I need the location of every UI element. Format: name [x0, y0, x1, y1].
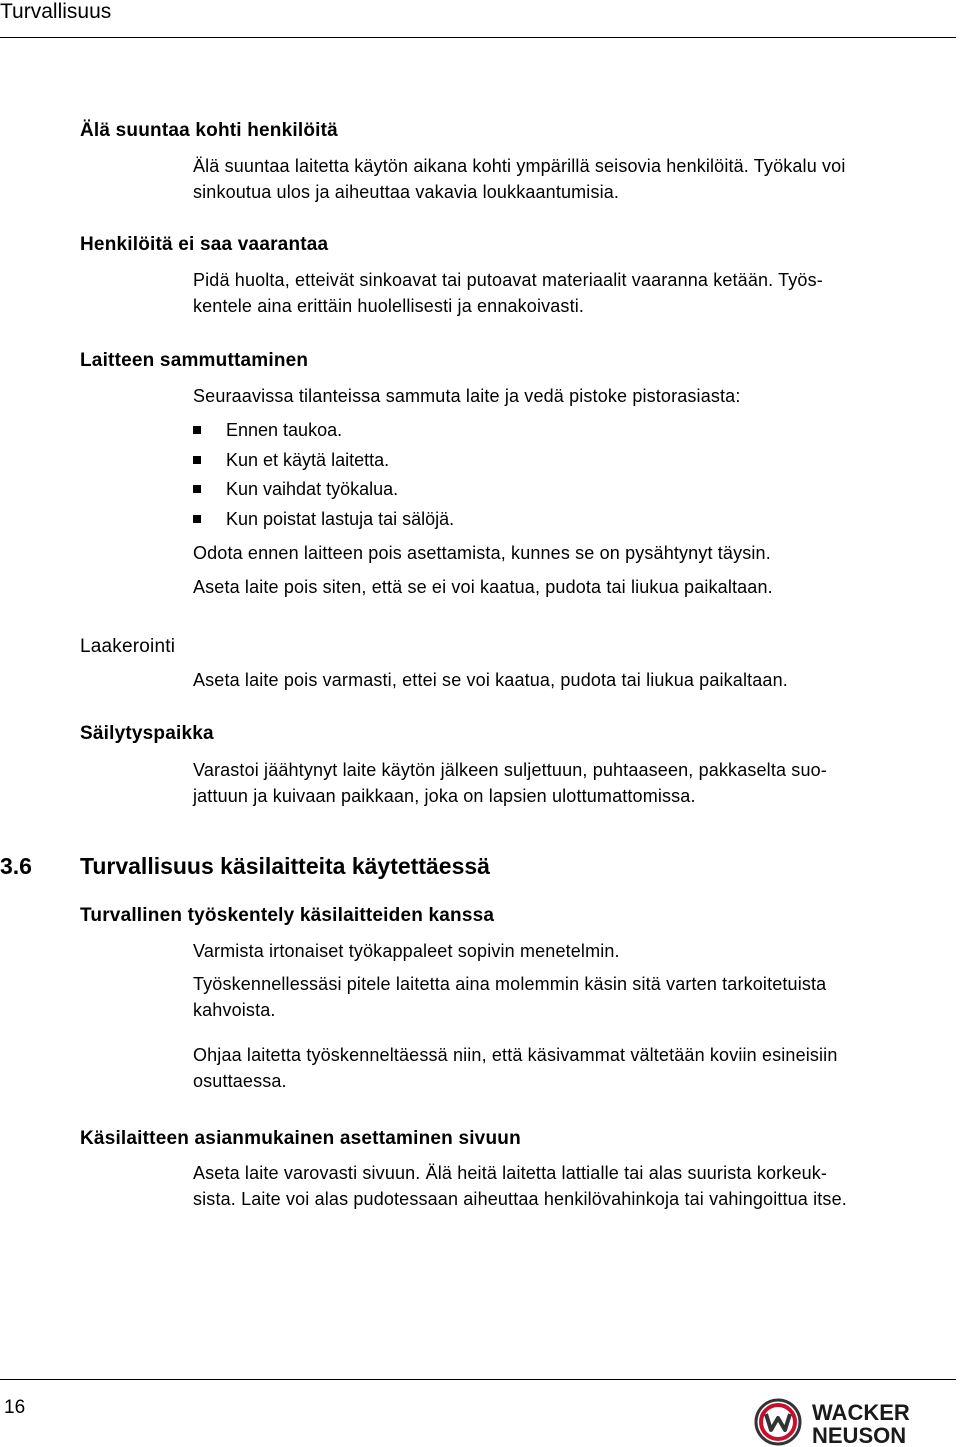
- bullet-square-icon: [193, 485, 201, 493]
- list-item-text: Kun vaihdat työkalua.: [226, 479, 399, 499]
- paragraph-line: sinkoutua ulos ja aiheuttaa vakavia loukkaantumisia.: [193, 182, 620, 202]
- list-item: [193, 447, 389, 473]
- list-item-text: Kun poistat lastuja tai sälöjä.: [226, 509, 455, 529]
- paragraph-line: Aseta laite pois varmasti, ettei se voi kaatua, pudota tai liukua paikaltaan.: [193, 670, 788, 690]
- logo-graphic: [752, 1398, 958, 1446]
- chapter-title: Turvallisuus käsilaitteita käytettäessä: [80, 853, 490, 879]
- header-title: Turvallisuus: [0, 0, 112, 23]
- list-item: [193, 506, 454, 532]
- subsection-heading-safe-work: Turvallinen työskentely käsilaitteiden kanssa: [80, 905, 495, 926]
- list-item-text: Ennen taukoa.: [226, 420, 343, 440]
- paragraph-line: Työskennellessäsi pitele laitetta aina molemmin käsin sitä varten tarkoitetuista: [193, 974, 827, 994]
- section-heading-aim: Älä suuntaa kohti henkilöitä: [80, 120, 338, 141]
- section-heading-shutdown: Laitteen sammuttaminen: [80, 350, 309, 371]
- logo-text-line2: NEUSON: [812, 1423, 907, 1446]
- paragraph-line: jattuun ja kuivaan paikkaan, joka on lapsien ulottumattomissa.: [193, 786, 696, 806]
- paragraph-line: Varmista irtonaiset työkappaleet sopivin menetelmin.: [193, 941, 620, 961]
- bullet-square-icon: [193, 456, 201, 464]
- paragraph-line: Odota ennen laitteen pois asettamista, kunnes se on pysähtynyt täysin.: [193, 543, 771, 563]
- page-number: 16: [4, 1397, 26, 1418]
- paragraph-line: kahvoista.: [193, 1000, 276, 1020]
- section-heading-storage: Säilytyspaikka: [80, 723, 214, 744]
- paragraph-line: Aseta laite pois siten, että se ei voi kaatua, pudota tai liukua paikaltaan.: [193, 577, 773, 597]
- list-item-text: Kun et käytä laitetta.: [226, 450, 390, 470]
- bullet-square-icon: [193, 426, 201, 434]
- paragraph-line: Varastoi jäähtynyt laite käytön jälkeen suljettuun, puhtaaseen, pakkaselta suo-: [193, 760, 827, 780]
- paragraph-line: Älä suuntaa laitetta käytön aikana kohti ympärillä seisovia henkilöitä. Työkalu voi: [193, 156, 846, 176]
- paragraph-line: Pidä huolta, etteivät sinkoavat tai putoavat materiaalit vaaranna ketään. Työs-: [193, 270, 823, 290]
- list-item: [193, 417, 342, 443]
- paragraph-line: sista. Laite voi alas pudotessaan aiheuttaa henkilövahinkoja tai vahingoittua itse.: [193, 1189, 847, 1209]
- paragraph-line: osuttaessa.: [193, 1071, 287, 1091]
- chapter-number: 3.6: [0, 853, 32, 879]
- footer-rule: [0, 1379, 956, 1380]
- wacker-neuson-logo: [752, 1398, 958, 1446]
- paragraph-intro: Seuraavissa tilanteissa sammuta laite ja vedä pistoke pistorasiasta:: [193, 386, 741, 406]
- paragraph-line: Ohjaa laitetta työskenneltäessä niin, että käsivammat vältetään koviin esineisiin: [193, 1045, 838, 1065]
- paragraph-line: Aseta laite varovasti sivuun. Älä heitä laitetta lattialle tai alas suurista korkeuk-: [193, 1163, 828, 1183]
- logo-text-line1: WACKER: [812, 1400, 910, 1425]
- subsection-heading-set-aside: Käsilaitteen asianmukainen asettaminen sivuun: [80, 1128, 521, 1149]
- bullet-square-icon: [193, 515, 201, 523]
- paragraph-line: kentele aina erittäin huolellisesti ja ennakoivasti.: [193, 296, 585, 316]
- list-item: [193, 476, 398, 502]
- section-heading-endanger: Henkilöitä ei saa vaarantaa: [80, 234, 329, 255]
- header-rule: [0, 37, 956, 38]
- section-heading-bearing: Laakerointi: [80, 636, 176, 657]
